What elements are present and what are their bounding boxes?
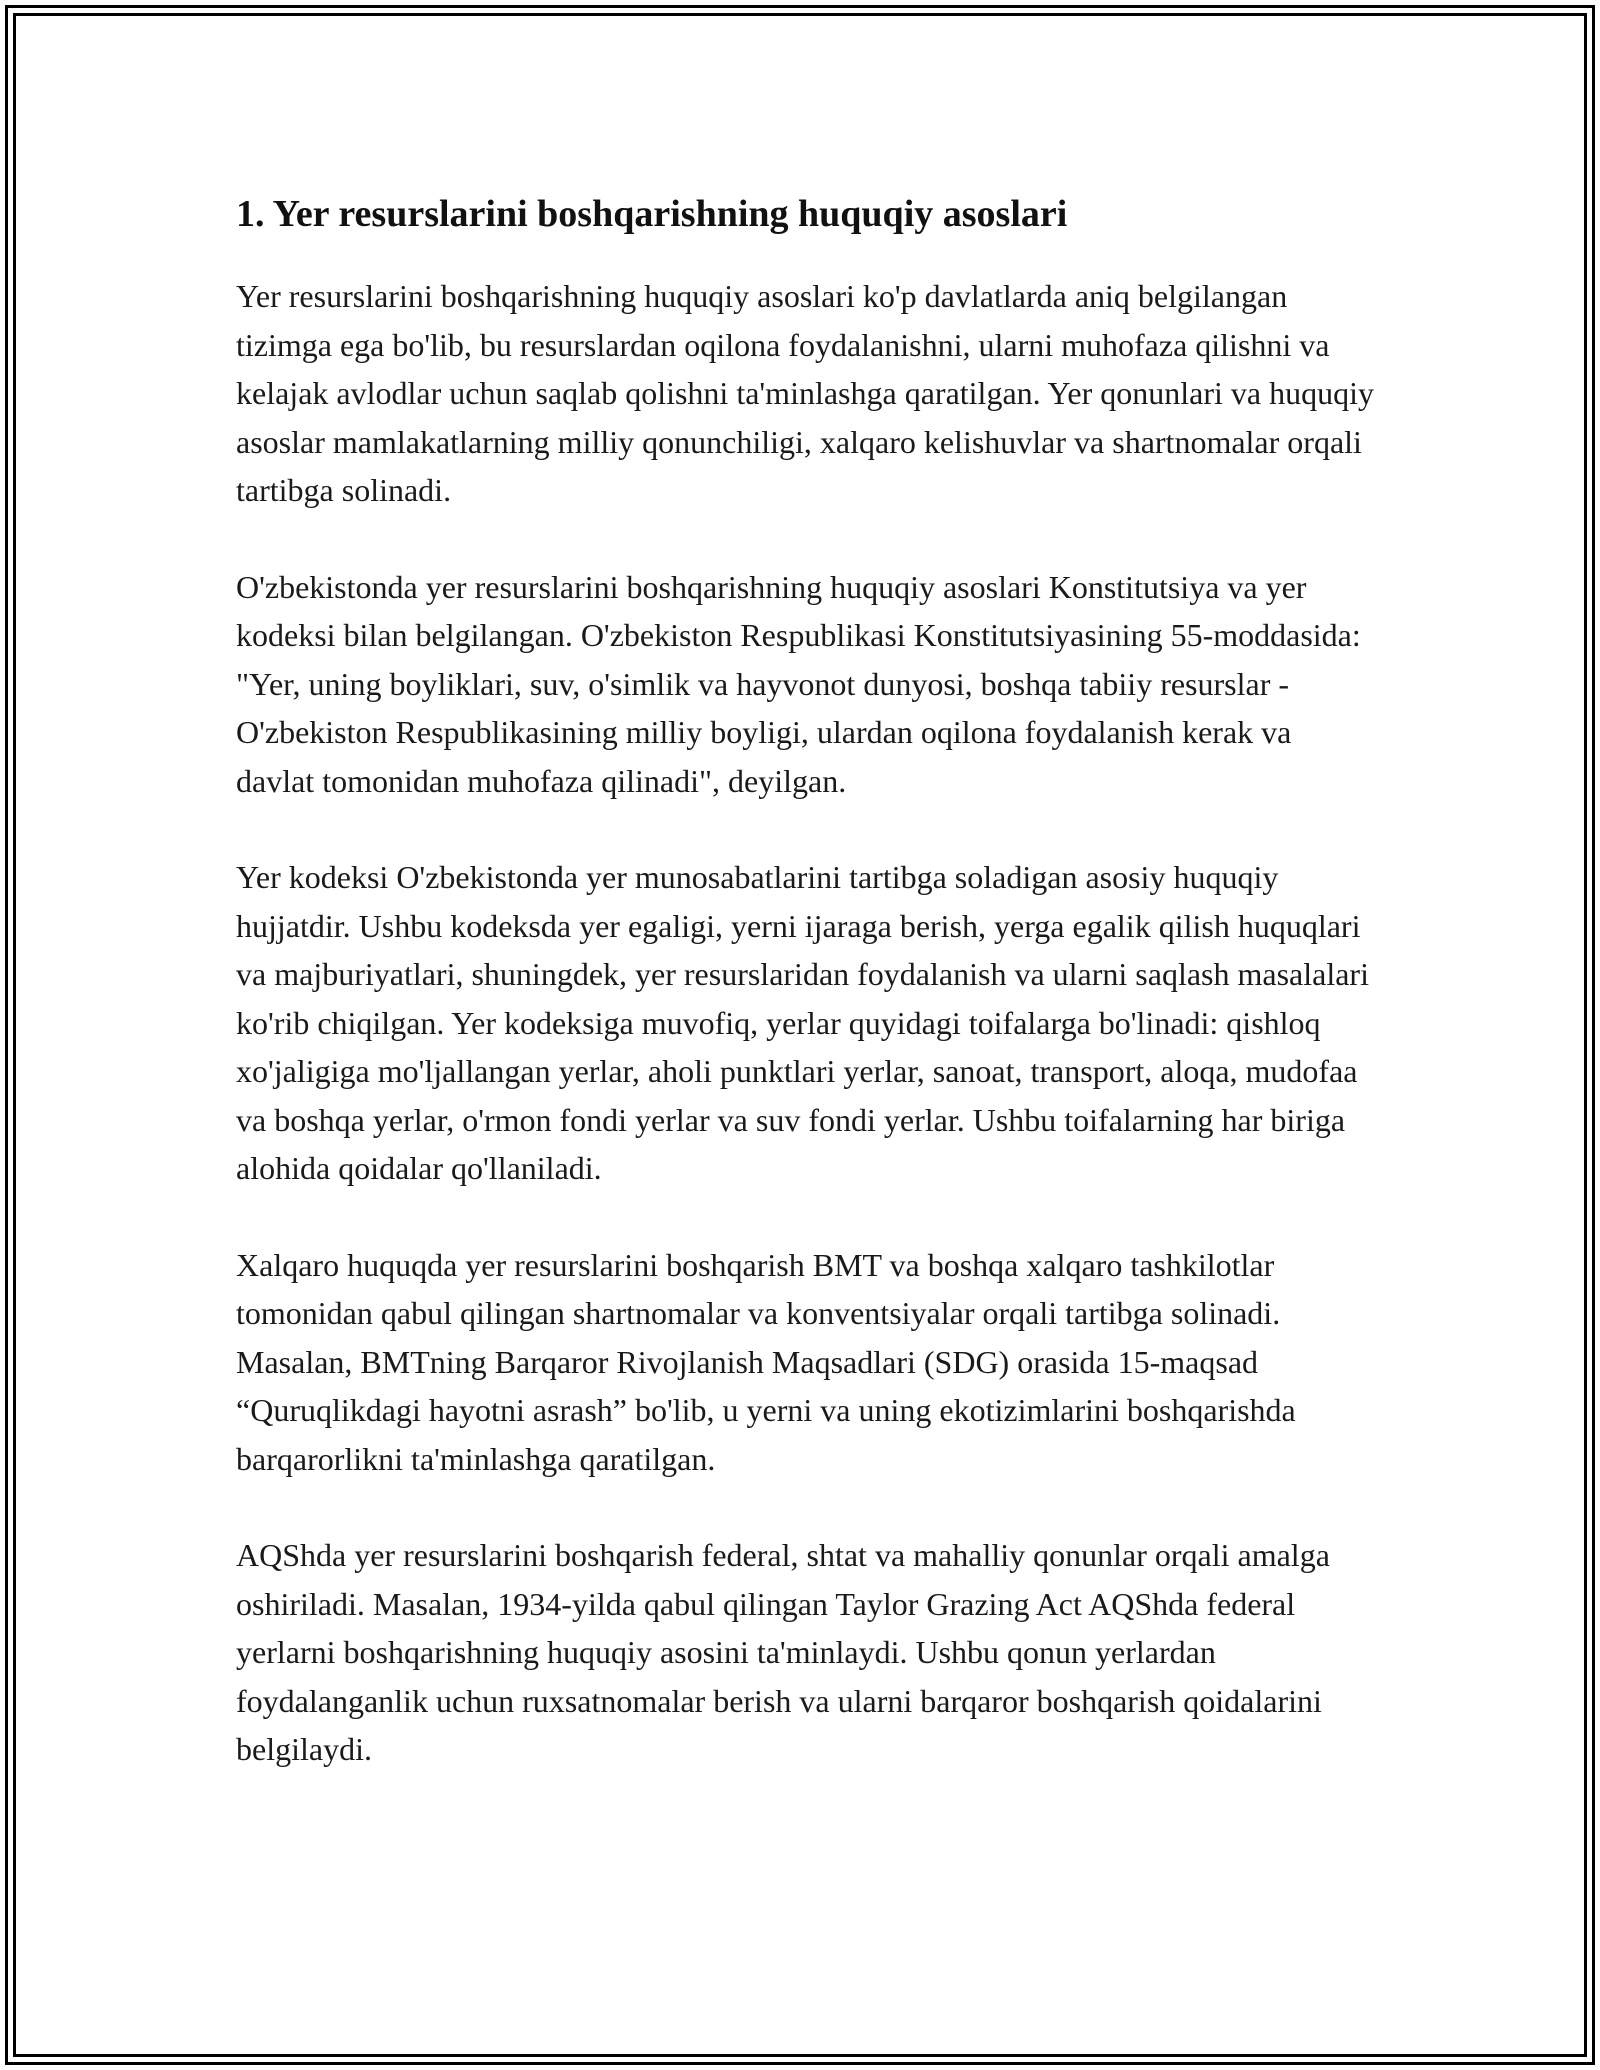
paragraph-3: Yer kodeksi O'zbekistonda yer munosabatlarini tartibga soladigan asosiy huquqiy hujjatdir. Ushbu kodeksda yer egaligi, yerni ijaraga berish, yerga egalik qilish huquqlari va majburiyatlari, shuningdek, yer resurslaridan foydalanish va ularni saqlash masalalari ko'rib chiqilgan. Yer kodeksiga muvofiq, yerlar quyidagi toifalarga bo'linadi: qishloq xo'jaligiga mo'ljallangan yerlar, aholi punktlari yerlar, sanoat, transport, aloqa, mudofaa va boshqa yerlar, o'rmon fondi yerlar va suv fondi yerlar. Ushbu toifalarning har biriga alohida qoidalar qo'llaniladi. [236, 859, 1369, 1186]
section-title: 1. Yer resurslarini boshqarishning huquqiy asoslari [236, 193, 1068, 235]
paragraph-5: AQShda yer resurslarini boshqarish federal, shtat va mahalliy qonunlar orqali amalga oshiriladi. Masalan, 1934-yilda qabul qilingan Taylor Grazing Act AQShda federal yerlarni boshqarishning huquqiy asosini ta'minlaydi. Ushbu qonun yerlardan foydalanganlik uchun ruxsatnomalar berish va ularni barqaror boshqarish qoidalarini belgilaydi. [236, 1537, 1330, 1767]
paragraph-2: O'zbekistonda yer resurslarini boshqarishning huquqiy asoslari Konstitutsiya va yer kodeksi bilan belgilangan. O'zbekiston Respublikasi Konstitutsiyasining 55-moddasida: "Yer, uning boyliklari, suv, o'simlik va hayvonot dunyosi, boshqa tabiiy resurslar - O'zbekiston Respublikasining milliy boyligi, ulardan oqilona foydalanish kerak va davlat tomonidan muhofaza qilinadi", deyilgan. [236, 568, 1361, 799]
paragraph-1: Yer resurslarini boshqarishning huquqiy asoslari ko'p davlatlarda aniq belgilangan tizimga ega bo'lib, bu resurslardan oqilona foydalanishni, ularni muhofaza qilishni va kelajak avlodlar uchun saqlab qolishni ta'minlashga qaratilgan. Yer qonunlari va huquqiy asoslar mamlakatlarning milliy qonunchiligi, xalqaro kelishuvlar va shartnomalar orqali tartibga solinadi. [236, 278, 1374, 508]
paragraph-4: Xalqaro huquqda yer resurslarini boshqarish BMT va boshqa xalqaro tashkilotlar tomonidan qabul qilingan shartnomalar va konventsiyalar orqali tartibga solinadi. Masalan, BMTning Barqaror Rivojlanish Maqsadlari (SDG) orasida 15-maqsad “Quruqlikdagi hayotni asrash” bo'lib, u yerni va uning ekotizimlarini boshqarishda barqarorlikni ta'minlashga qaratilgan. [236, 1246, 1296, 1477]
document-body [236, 188, 1376, 1822]
